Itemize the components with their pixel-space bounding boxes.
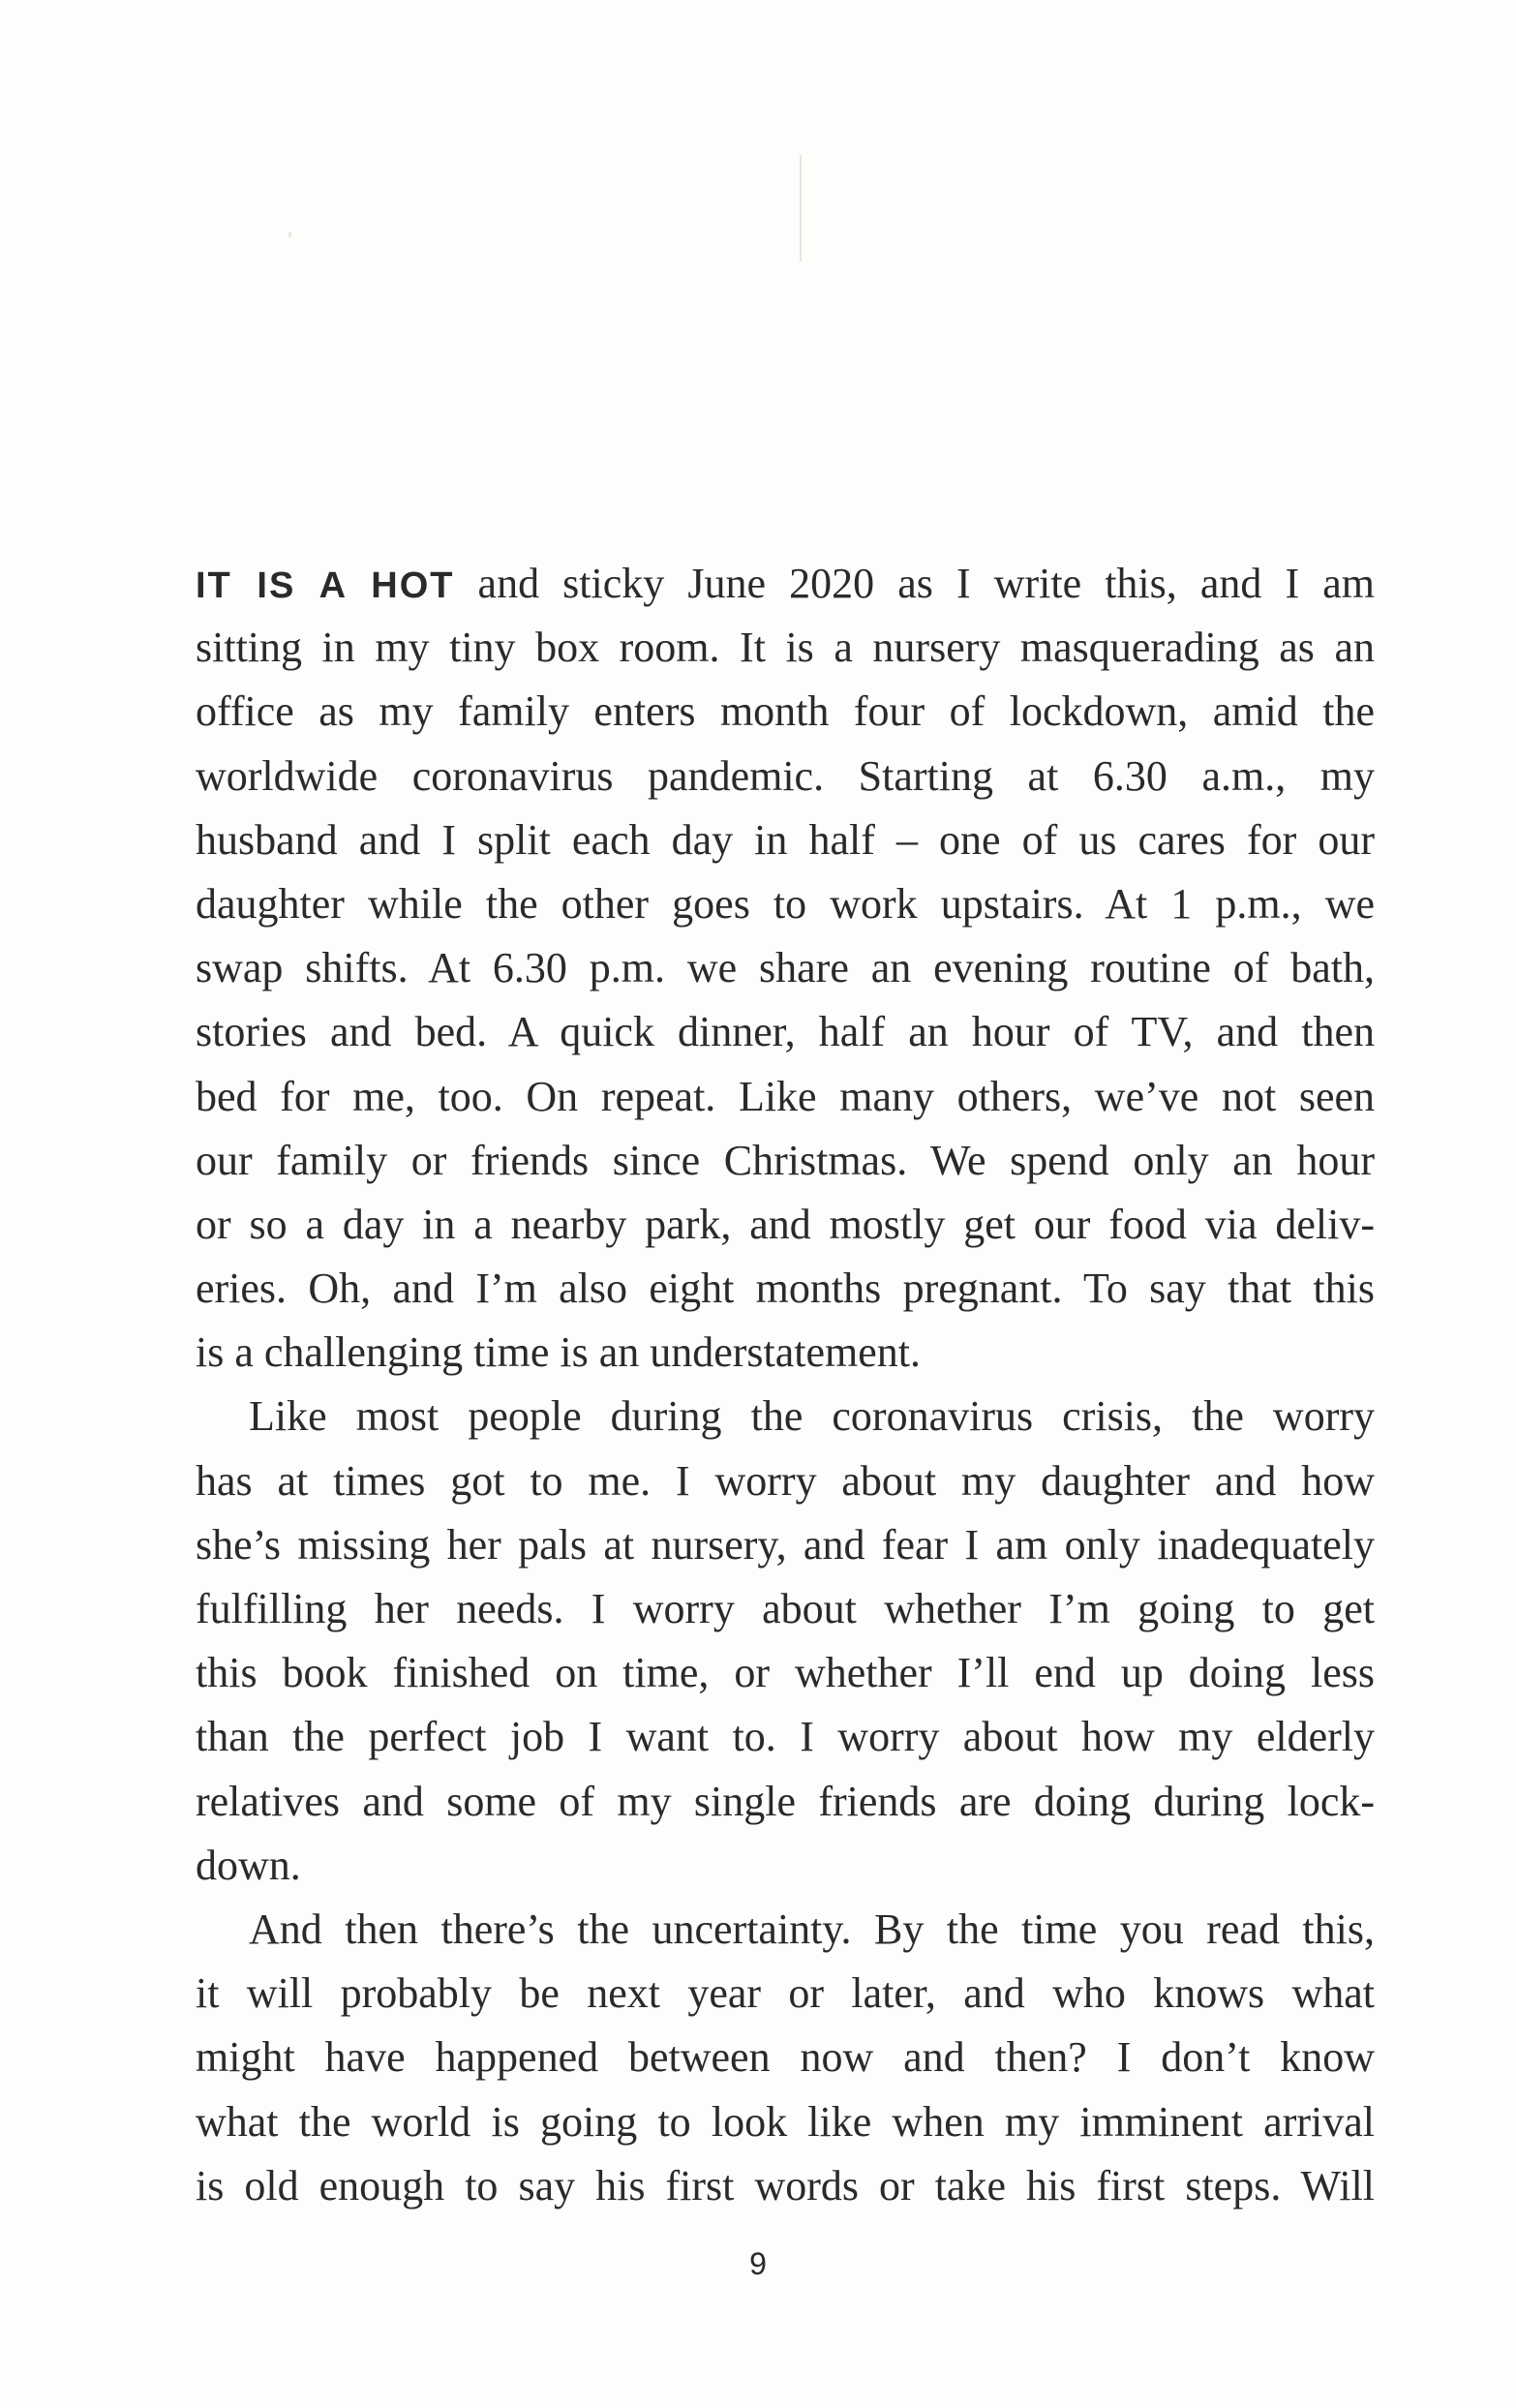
text-line: relatives and some of my single friends are doing during lock- — [196, 1777, 1375, 1825]
paper-speck — [800, 155, 802, 261]
text-line: our family or friends since Christmas. We spend only an hour — [196, 1136, 1375, 1184]
text-line: sitting in my tiny box room. It is a nursery masquerading as an — [196, 624, 1375, 672]
text-line: swap shifts. At 6.30 p.m. we share an evening routine of bath, — [196, 944, 1375, 992]
text-line: than the perfect job I want to. I worry about how my elderly — [196, 1713, 1375, 1761]
chapter-lead-in: IT IS A HOT — [196, 565, 455, 606]
text-line: has at times got to me. I worry about my daughter and how — [196, 1456, 1375, 1505]
text-line: this book finished on time, or whether I’ll end up doing less — [196, 1649, 1375, 1697]
text-line: is old enough to say his first words or take his first steps. Will — [196, 2161, 1375, 2210]
text-line: it will probably be next year or later, and who knows what — [196, 1969, 1375, 2018]
text-line: she’s missing her pals at nursery, and fear I am only inadequately — [196, 1520, 1375, 1569]
text-line: stories and bed. A quick dinner, half an hour of TV, and then — [196, 1008, 1375, 1056]
text-line: what the world is going to look like when my imminent arrival — [196, 2097, 1375, 2146]
text-line: might have happened between now and then? I don’t know — [196, 2033, 1375, 2082]
text-line: or so a day in a nearby park, and mostly get our food via deliv- — [196, 1200, 1375, 1248]
text-line: down. — [196, 1841, 301, 1889]
text-line: office as my family enters month four of lockdown, amid the — [196, 687, 1375, 736]
text-line-rest: and sticky June 2020 as I write this, and I am — [454, 560, 1375, 607]
text-line: fulfilling her needs. I worry about whether I’m going to get — [196, 1585, 1375, 1632]
page-number: 9 — [749, 2246, 767, 2281]
text-line — [196, 552, 1375, 616]
body-text — [196, 552, 1375, 2218]
text-line: eries. Oh, and I’m also eight months pregnant. To say that this — [196, 1265, 1375, 1313]
text-line: And then there’s the uncertainty. By the time you read this, — [249, 1905, 1375, 1953]
paper-speck — [288, 232, 291, 237]
text-line: daughter while the other goes to work upstairs. At 1 p.m., we — [196, 879, 1375, 928]
text-line: Like most people during the coronavirus crisis, the worry — [249, 1392, 1375, 1441]
text-line: is a challenging time is an understatement. — [196, 1328, 922, 1377]
text-line: bed for me, too. On repeat. Like many others, we’ve not seen — [196, 1072, 1375, 1120]
text-line: husband and I split each day in half – one of us cares for our — [196, 815, 1375, 864]
text-line: worldwide coronavirus pandemic. Starting at 6.30 a.m., my — [196, 751, 1375, 800]
